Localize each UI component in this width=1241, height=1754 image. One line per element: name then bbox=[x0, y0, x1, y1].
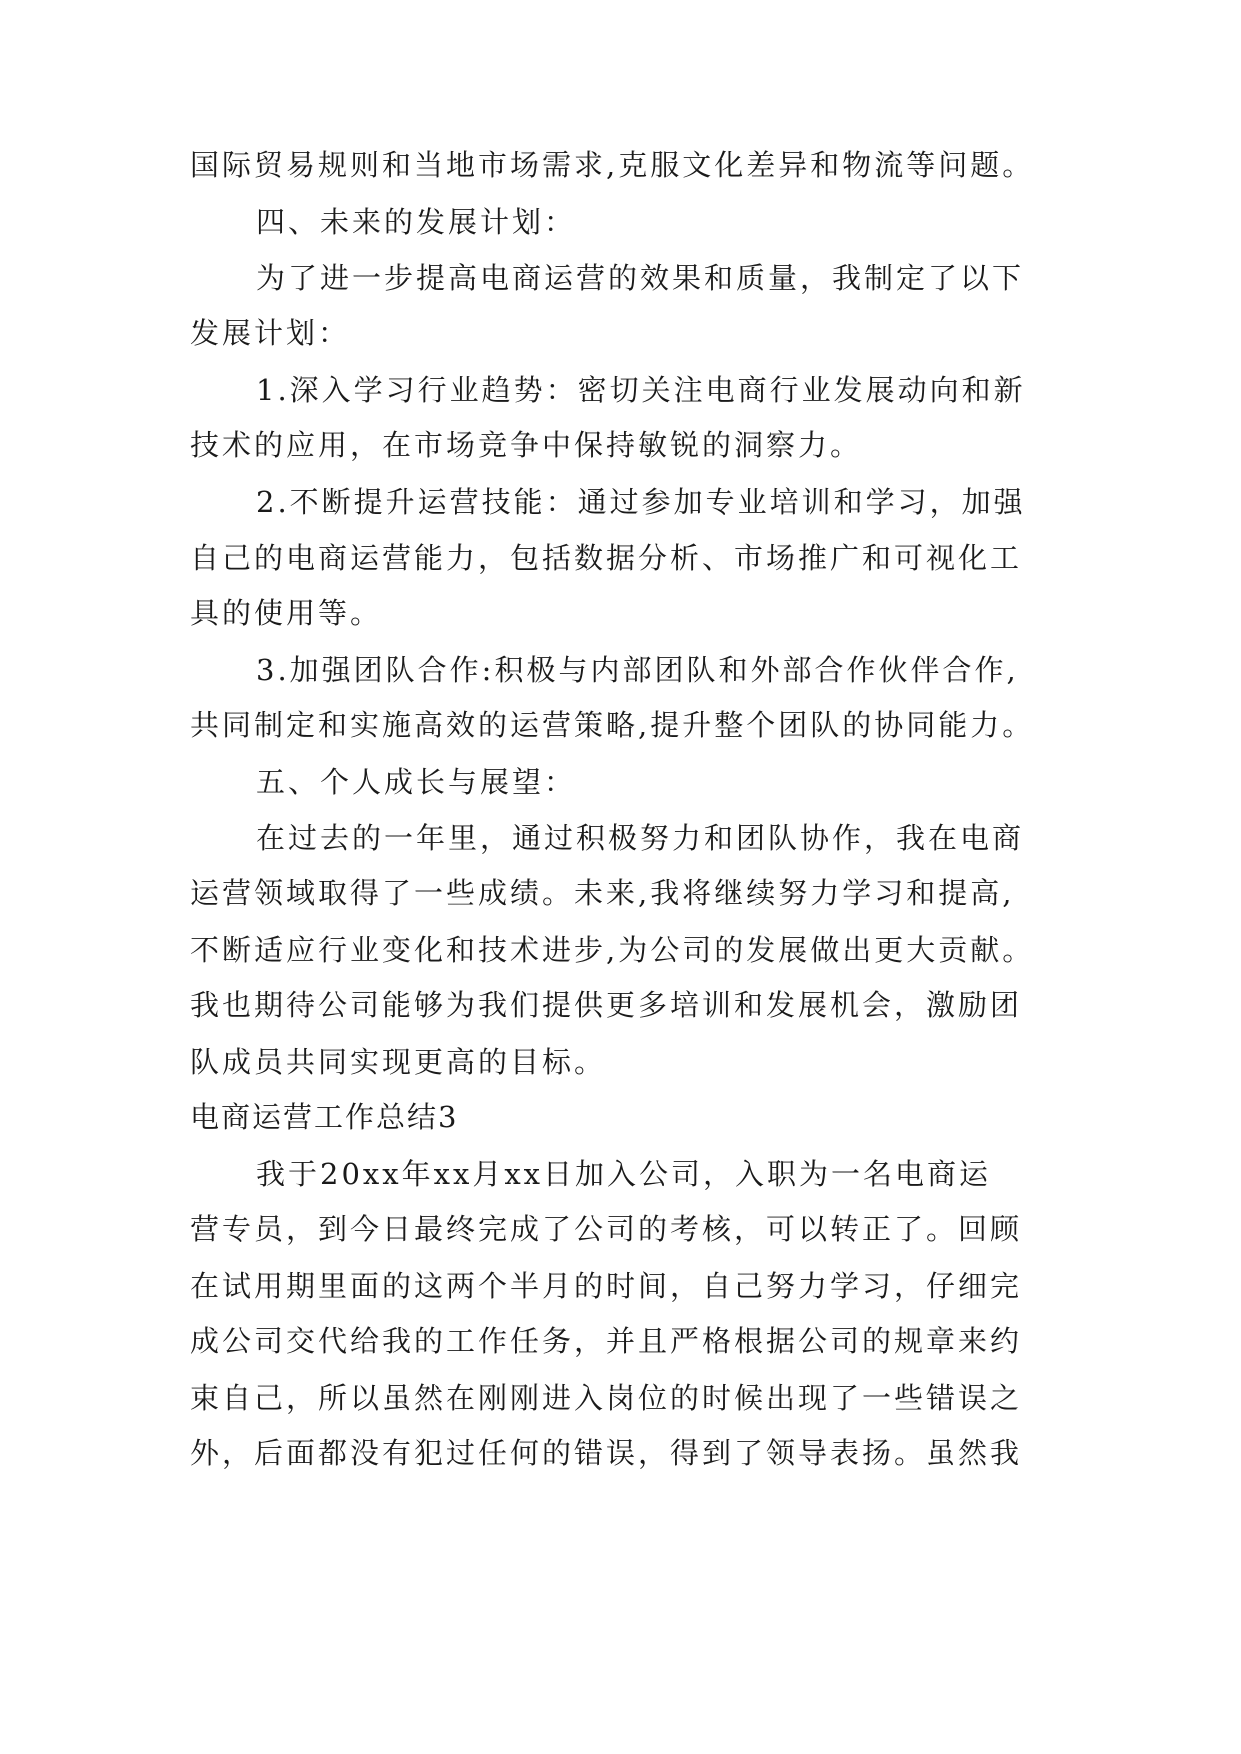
document-title: 电商运营工作总结3 bbox=[190, 1100, 459, 1134]
list-item-line: 技术的应用，在市场竞争中保持敏锐的洞察力。 bbox=[190, 428, 863, 462]
paragraph-line: 不断适应行业变化和技术进步,为公司的发展做出更大贡献。 bbox=[190, 933, 1035, 967]
list-item-line: 共同制定和实施高效的运营策略,提升整个团队的协同能力。 bbox=[190, 708, 1035, 742]
list-item-line: 1.深入学习行业趋势：密切关注电商行业发展动向和新 bbox=[256, 373, 1026, 407]
paragraph-line: 发展计划： bbox=[190, 316, 351, 350]
paragraph-line: 运营领域取得了一些成绩。未来,我将继续努力学习和提高, bbox=[190, 876, 1015, 910]
section-heading: 四、未来的发展计划： bbox=[256, 205, 577, 239]
paragraph-line: 成公司交代给我的工作任务，并且严格根据公司的规章来约 bbox=[190, 1324, 1023, 1358]
list-item-line: 自己的电商运营能力，包括数据分析、市场推广和可视化工 bbox=[190, 541, 1023, 575]
section-heading: 五、个人成长与展望： bbox=[256, 765, 577, 799]
paragraph-line: 我于20xx年xx月xx日加入公司，入职为一名电商运 bbox=[256, 1157, 992, 1191]
list-item-line: 3.加强团队合作:积极与内部团队和外部合作伙伴合作, bbox=[256, 653, 1019, 687]
paragraph-line: 我也期待公司能够为我们提供更多培训和发展机会，激励团 bbox=[190, 988, 1023, 1022]
paragraph-line: 在过去的一年里，通过积极努力和团队协作，我在电商 bbox=[256, 821, 1025, 855]
paragraph-line: 外，后面都没有犯过任何的错误，得到了领导表扬。虽然我 bbox=[190, 1436, 1023, 1470]
paragraph-line: 在试用期里面的这两个半月的时间，自己努力学习，仔细完 bbox=[190, 1269, 1023, 1303]
paragraph-line: 国际贸易规则和当地市场需求,克服文化差异和物流等问题。 bbox=[190, 148, 1035, 182]
paragraph-line: 为了进一步提高电商运营的效果和质量，我制定了以下 bbox=[256, 261, 1025, 295]
paragraph-line: 束自己，所以虽然在刚刚进入岗位的时候出现了一些错误之 bbox=[190, 1381, 1023, 1415]
paragraph-line: 营专员，到今日最终完成了公司的考核，可以转正了。回顾 bbox=[190, 1212, 1023, 1246]
list-item-line: 2.不断提升运营技能：通过参加专业培训和学习，加强 bbox=[256, 485, 1026, 519]
list-item-line: 具的使用等。 bbox=[190, 596, 383, 630]
paragraph-line: 队成员共同实现更高的目标。 bbox=[190, 1045, 607, 1079]
